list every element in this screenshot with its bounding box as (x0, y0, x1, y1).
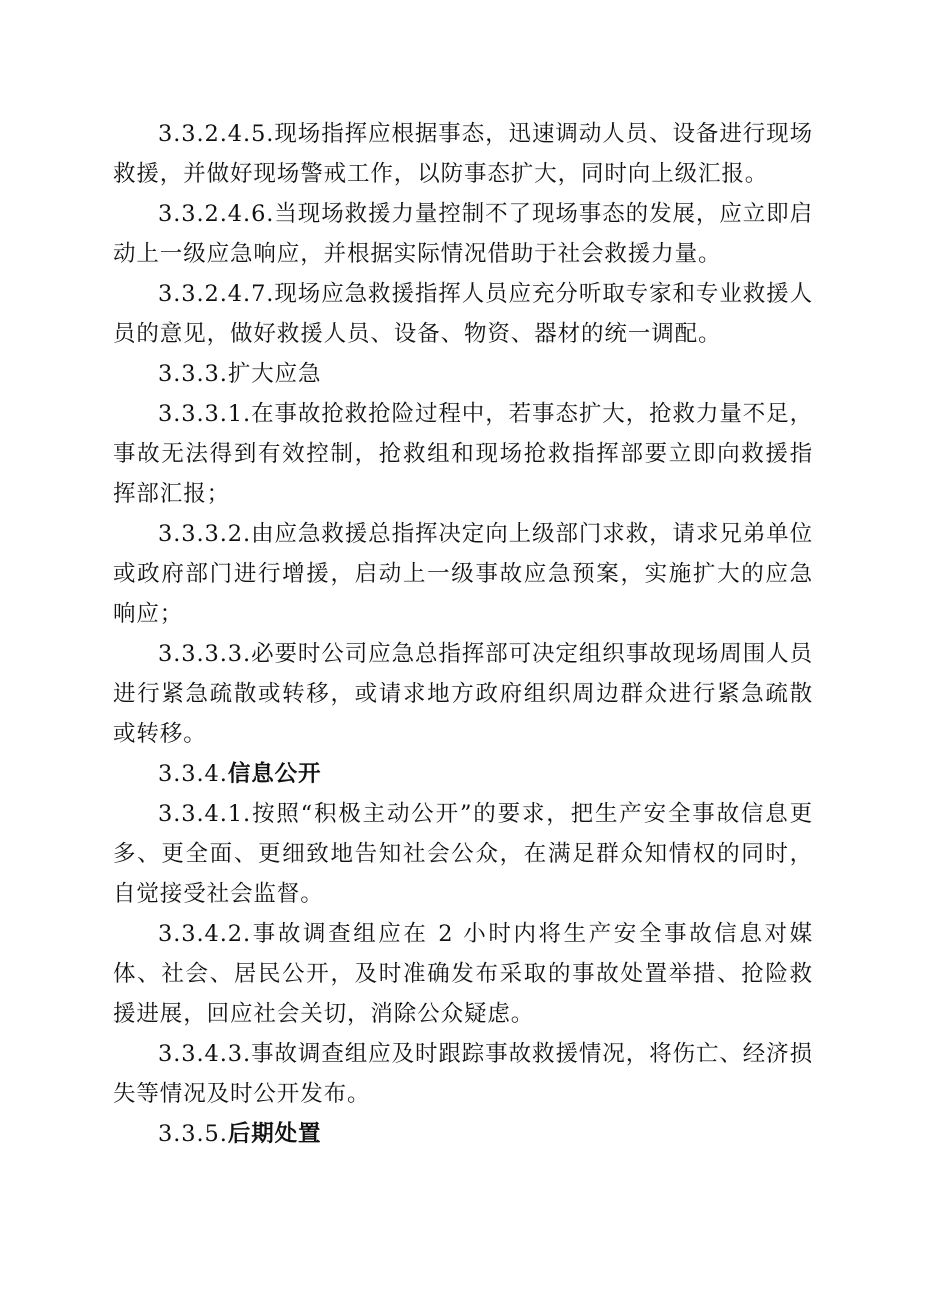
section-number: 3.3.5. (158, 1121, 228, 1147)
section-title: 后期处置 (227, 1121, 322, 1147)
paragraph-3-3-2-4-7: 3.3.2.4.7.现场应急救援指挥人员应充分听取专家和专业救援人员的意见，做好救援人员、设备、物资、器材的统一调配。 (113, 281, 813, 347)
section-heading-3-3-5 (113, 1114, 813, 1154)
paragraph-3-3-3-2: 3.3.3.2.由应急救援总指挥决定向上级部门求救，请求兄弟单位或政府部门进行增援，启动上一级事故应急预案，实施扩大的应急响应； (113, 521, 813, 627)
paragraph-3-3-4-3: 3.3.4.3.事故调查组应及时跟踪事故救援情况，将伤亡、经济损失等情况及时公开发布。 (113, 1041, 813, 1107)
paragraph-3-3-4-2: 3.3.4.2.事故调查组应在 2 小时内将生产安全事故信息对媒体、社会、居民公开，及时准确发布采取的事故处置举措、抢险救援进展，回应社会关切，消除公众疑虑。 (113, 921, 813, 1027)
section-title: 扩大应急 (227, 361, 322, 387)
section-heading-3-3-4 (113, 754, 813, 794)
section-number: 3.3.4. (158, 761, 228, 787)
paragraph-3-3-3-3: 3.3.3.3.必要时公司应急总指挥部可决定组织事故现场周围人员进行紧急疏散或转移，或请求地方政府组织周边群众进行紧急疏散或转移。 (113, 641, 813, 747)
paragraph-3-3-3-1: 3.3.3.1.在事故抢救抢险过程中，若事态扩大，抢救力量不足，事故无法得到有效控制，抢救组和现场抢救指挥部要立即向救援指挥部汇报； (113, 401, 813, 507)
section-title: 信息公开 (227, 761, 322, 787)
document-body (113, 114, 813, 1154)
paragraph-3-3-2-4-5: 3.3.2.4.5.现场指挥应根据事态，迅速调动人员、设备进行现场救援，并做好现场警戒工作，以防事态扩大，同时向上级汇报。 (113, 121, 813, 187)
section-number: 3.3.3. (158, 361, 228, 387)
section-heading-3-3-3 (113, 354, 813, 394)
paragraph-3-3-2-4-6: 3.3.2.4.6.当现场救援力量控制不了现场事态的发展，应立即启动上一级应急响应，并根据实际情况借助于社会救援力量。 (113, 201, 813, 267)
paragraph-3-3-4-1: 3.3.4.1.按照“积极主动公开”的要求，把生产安全事故信息更多、更全面、更细致地告知社会公众，在满足群众知情权的同时，自觉接受社会监督。 (113, 801, 813, 907)
